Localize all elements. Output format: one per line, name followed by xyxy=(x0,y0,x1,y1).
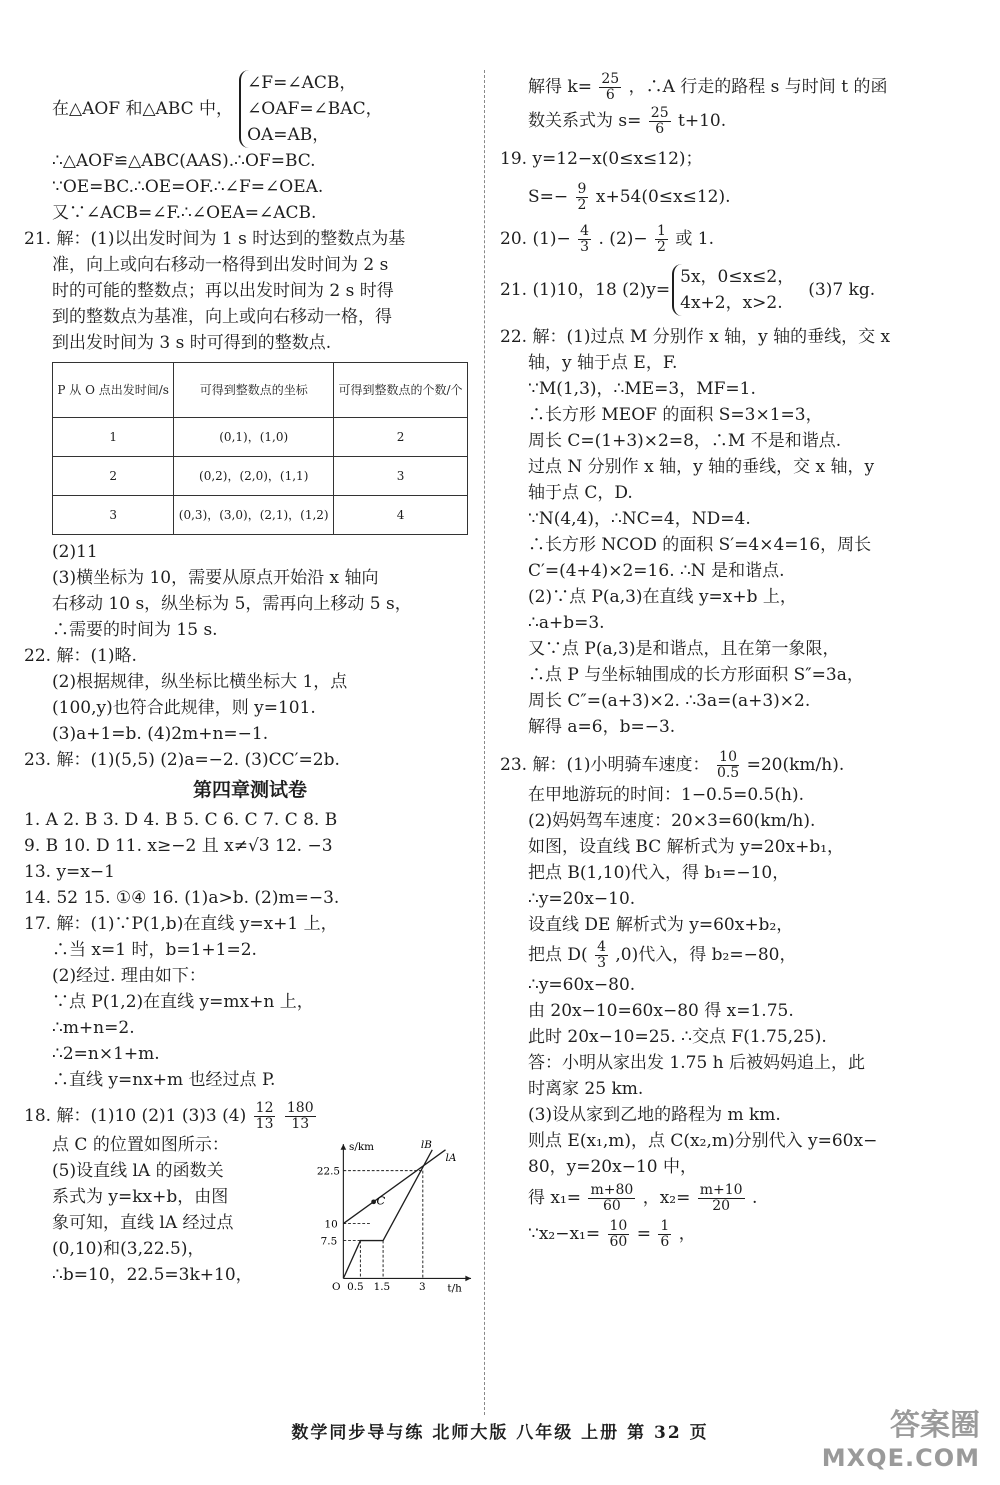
fraction: $\frac{12}{13}$ xyxy=(255,1101,274,1132)
y-tick: 10 xyxy=(324,1218,338,1231)
brace-line: ∠OAF=∠BAC， xyxy=(247,99,383,119)
brace-line: ∠F=∠ACB， xyxy=(247,73,357,93)
line-label: lA xyxy=(445,1152,457,1165)
q17-line: (2)经过. 理由如下： xyxy=(52,966,206,986)
table-cell: 3 xyxy=(53,496,174,535)
fraction: $\frac{25}{6}$ xyxy=(601,71,620,103)
q22-line: 轴，y 轴于点 E，F. xyxy=(528,353,678,373)
answer-line: 1. A 2. B 3. D 4. B 5. C 6. C 7. C 8. B xyxy=(24,810,338,830)
y-tick: 7.5 xyxy=(320,1235,338,1248)
integer-point-table xyxy=(52,362,468,535)
q23-line: (3)设从家到乙地的路程为 m km. xyxy=(528,1105,781,1125)
q21-line: 到的整数点为基准，向上或向右移动一格，得 xyxy=(52,307,392,327)
fraction: $\frac{9}{2}$ xyxy=(577,181,587,213)
q22-line: 周长 C=(1+3)×2=8，∴M 不是和谐点. xyxy=(528,431,842,451)
fraction: $\frac{1}{6}$ xyxy=(660,1218,670,1250)
left-column xyxy=(24,70,476,1300)
q23-line: 答：小明从家出发 1.75 h 后被妈妈追上，此 xyxy=(528,1053,866,1073)
q17-line: ∴m+n=2. xyxy=(52,1018,135,1038)
q22-line: 22. 解：(1)过点 M 分别作 x 轴，y 轴的垂线，交 x xyxy=(500,327,891,347)
x-tick: 3 xyxy=(419,1280,426,1293)
watermark-top: 答案圈 xyxy=(890,1408,980,1443)
fraction: $\frac{4}{3}$ xyxy=(597,939,606,971)
q21-line: ∴需要的时间为 15 s. xyxy=(52,620,218,640)
q21-line: 21. 解：(1)以出发时间为 1 s 时达到的整数点为基 xyxy=(24,229,406,249)
q21-line: 到出发时间为 3 s 时可得到的整数点. xyxy=(52,333,332,353)
q18-figure-row xyxy=(24,1132,476,1300)
q23-line: 由 20x−10=60x−80 得 x=1.75. xyxy=(528,1001,794,1021)
x-axis-label: t/h xyxy=(447,1282,463,1295)
brace-lead-text: 在△AOF 和△ABC 中， xyxy=(52,99,234,119)
q17-line: ∴当 x=1 时，b=1+1=2. xyxy=(52,940,257,960)
q20-line: 20. (1)− $\frac{4}{3}$ . (2)− $\frac{1}{2}$ 或 1. xyxy=(500,223,714,255)
table-header: 可得到整数点的坐标 xyxy=(174,363,334,418)
watermark-bottom: MXQE.COM xyxy=(821,1444,980,1472)
q22-line: ∴点 P 与坐标轴围成的长方形面积 S″=3a， xyxy=(528,665,864,685)
q21-line: 右移动 10 s，纵坐标为 5，需再向上移动 5 s， xyxy=(52,594,412,614)
table-row xyxy=(53,496,468,535)
answer-line: 13. y=x−1 xyxy=(24,862,115,882)
table-cell: 4 xyxy=(334,496,468,535)
q22-line: 解得 a=6，b=−3. xyxy=(528,717,676,737)
q23-line: 在甲地游玩的时间：1−0.5=0.5(h). xyxy=(528,785,804,805)
x-tick: 1.5 xyxy=(373,1280,391,1293)
condition-brace xyxy=(239,70,383,148)
q18-head: 18. 解：(1)10 (2)1 (3)3 (4) xyxy=(24,1106,247,1126)
q22-line: ∵N(4,4)，∴NC=4，ND=4. xyxy=(528,509,751,529)
text-line: 解得 k= $\frac{25}{6}$ ，∴A 行走的路程 s 与时间 t 的函 xyxy=(528,71,888,103)
fraction: $\frac{180}{13}$ xyxy=(286,1101,314,1132)
page-footer: 数学同步导与练 北师大版 八年级 上册 第 32 页 xyxy=(291,1423,709,1443)
right-column xyxy=(500,70,968,1252)
q21-lead: 21. (1)10，18 (2)y= xyxy=(500,280,671,300)
q22-line: ∴长方形 MEOF 的面积 S=3×1=3， xyxy=(528,405,823,425)
fraction: $\frac{10}{0.5}$ xyxy=(716,749,740,781)
column-divider xyxy=(484,70,485,1415)
q23-line: 23. 解：(1)小明骑车速度： $\frac{10}{0.5}$ =20(km/h). xyxy=(500,749,845,781)
table-cell: 3 xyxy=(334,457,468,496)
q22-line: 过点 N 分别作 x 轴，y 轴的垂线，交 x 轴，y xyxy=(528,457,875,477)
q22-line: 周长 C″=(a+3)×2. ∴3a=(a+3)×2. xyxy=(528,691,811,711)
point-c-label: C xyxy=(376,1193,386,1208)
triangle-congruence-block xyxy=(24,70,476,148)
watermark-logo xyxy=(820,1400,980,1480)
q23-line: 则点 E(x₁,m)，点 C(x₂,m)分别代入 y=60x− xyxy=(528,1131,878,1151)
q22-line: 轴于点 C，D. xyxy=(528,483,633,503)
q18-line: (5)设直线 lA 的函数关 xyxy=(52,1161,224,1181)
y-axis-label: s/km xyxy=(349,1140,375,1153)
q23-line: 把点 B(1,10)代入，得 b₁=−10， xyxy=(528,863,790,883)
q21-piecewise xyxy=(500,264,968,316)
text-line: ∵OE=BC.∴OE=OF.∴∠F=∠OEA. xyxy=(52,177,324,197)
y-axis-arrow xyxy=(341,1144,347,1150)
q23-line: ∴y=20x−10. xyxy=(528,889,636,909)
q18-line xyxy=(24,1101,476,1132)
text-line: ∴△AOF≌△ABC(AAS).∴OF=BC. xyxy=(52,151,316,171)
q23-line: 80，y=20x−10 中， xyxy=(528,1157,697,1177)
table-header: 可得到整数点的个数/个 xyxy=(334,363,468,418)
q23-line: 如图，设直线 BC 解析式为 y=20x+b₁， xyxy=(528,837,845,857)
q17-line: ∴2=n×1+m. xyxy=(52,1044,160,1064)
q19-line: S=− $\frac{9}{2}$ x+54(0≤x≤12). xyxy=(528,181,731,213)
y-tick: 22.5 xyxy=(317,1165,341,1178)
piecewise-brace xyxy=(672,264,794,316)
text-line: 数关系式为 s= $\frac{25}{6}$ t+10. xyxy=(528,105,727,137)
text-line: 又∵∠ACB=∠F.∴∠OEA=∠ACB. xyxy=(52,203,317,223)
q21-line: 时的可能的整数点；再以出发时间为 2 s 时得 xyxy=(52,281,394,301)
q18-text xyxy=(24,1132,309,1300)
x-tick: 0.5 xyxy=(347,1280,364,1293)
fraction: $\frac{m+10}{20}$ xyxy=(699,1182,743,1214)
table-cell: 2 xyxy=(53,457,174,496)
brace-line: OA=AB， xyxy=(247,125,330,145)
section-title: 第四章测试卷 xyxy=(192,779,307,801)
q17-line: 17. 解：(1)∵P(1,b)在直线 y=x+1 上， xyxy=(24,914,338,934)
q22-line: ∴a+b=3. xyxy=(528,613,605,633)
table-cell: (0,1)，(1,0) xyxy=(174,418,334,457)
fraction: $\frac{4}{3}$ xyxy=(580,223,590,255)
line-label: lB xyxy=(421,1138,433,1151)
q22-line: ∴长方形 NCOD 的面积 S′=4×4=16，周长 xyxy=(528,535,872,555)
q23-line: 此时 20x−10=25. ∴交点 F(1.75,25). xyxy=(528,1027,827,1047)
table-row xyxy=(53,418,468,457)
answer-line: 14. 52 15. ①④ 16. (1)a>b. (2)m=−3. xyxy=(24,888,340,908)
q22-line: 又∵点 P(a,3)是和谐点，且在第一象限， xyxy=(528,639,840,659)
line-a xyxy=(344,1150,446,1224)
table-row xyxy=(53,457,468,496)
q17-line: ∵点 P(1,2)在直线 y=mx+n 上， xyxy=(52,992,314,1012)
table-cell: (0,2)，(2,0)，(1,1) xyxy=(174,457,334,496)
q23-line: 得 x₁= $\frac{m+80}{60}$ ，x₂= $\frac{m+10}{20}$ . xyxy=(528,1182,758,1214)
q17-line: ∴直线 y=nx+m 也经过点 P. xyxy=(52,1070,276,1090)
fraction: $\frac{m+80}{60}$ xyxy=(590,1182,634,1214)
origin-label: O xyxy=(332,1280,341,1293)
q23-line: (2)妈妈驾车速度：20×3=60(km/h). xyxy=(528,811,816,831)
distance-time-graph xyxy=(315,1132,476,1300)
q23-line: 设直线 DE 解析式为 y=60x+b₂， xyxy=(528,915,794,935)
answer-line: 9. B 10. D 11. x≥−2 且 x≠√3 12. −3 xyxy=(24,836,333,856)
q18-line: 象可知，直线 lA 经过点 xyxy=(52,1213,234,1233)
q22-line: 22. 解：(1)略. xyxy=(24,646,137,666)
fraction: $\frac{25}{6}$ xyxy=(650,105,669,137)
q19-line: 19. y=12−x(0≤x≤12)； xyxy=(500,149,703,169)
q21-tail: (3)7 kg. xyxy=(808,280,876,300)
q18-line: 点 C 的位置如图所示： xyxy=(52,1135,229,1155)
point-c-marker xyxy=(372,1199,377,1204)
q18-line: (0,10)和(3,22.5)， xyxy=(52,1239,205,1259)
fraction: $\frac{10}{60}$ xyxy=(609,1218,628,1250)
q22-line: (100,y)也符合此规律，则 y=101. xyxy=(52,698,316,718)
table-header: P 从 O 点出发时间/s xyxy=(53,363,174,418)
q22-line: (2)∵点 P(a,3)在直线 y=x+b 上， xyxy=(528,587,797,607)
q23-line: ∴y=60x−80. xyxy=(528,975,636,995)
q23-line: 23. 解：(1)(5,5) (2)a=−2. (3)CC′=2b. xyxy=(24,750,340,770)
brace-line: 5x，0≤x≤2， xyxy=(680,267,795,287)
q22-line: C′=(4+4)×2=16. ∴N 是和谐点. xyxy=(528,561,785,581)
table-cell: 2 xyxy=(334,418,468,457)
x-axis-arrow xyxy=(466,1276,472,1282)
q21-line: (3)横坐标为 10，需要从原点开始沿 x 轴向 xyxy=(52,568,379,588)
q21-line: (2)11 xyxy=(52,542,98,562)
table-cell: (0,3)，(3,0)，(2,1)，(1,2) xyxy=(174,496,334,535)
q22-line: (2)根据规律，纵坐标比横坐标大 1，点 xyxy=(52,672,348,692)
q23-line: 把点 D( $\frac{4}{3}$ ,0)代入，得 b₂=−80， xyxy=(528,939,797,971)
q18-line: ∴b=10，22.5=3k+10， xyxy=(52,1265,253,1285)
q23-line: 时离家 25 km. xyxy=(528,1079,644,1099)
table-cell: 1 xyxy=(53,418,174,457)
fraction: $\frac{1}{2}$ xyxy=(657,223,666,255)
q23-line: ∵x₂−x₁= $\frac{10}{60}$ = $\frac{1}{6}$ ， xyxy=(528,1218,696,1250)
q22-line: (3)a+1=b. (4)2m+n=−1. xyxy=(52,724,269,744)
q22-line: ∵M(1,3)，∴ME=3，MF=1. xyxy=(528,379,756,399)
q18-line: 系式为 y=kx+b，由图 xyxy=(52,1187,229,1207)
brace-line: 4x+2，x>2. xyxy=(680,293,783,313)
q21-line: 准，向上或向右移动一格得到出发时间为 2 s xyxy=(52,255,389,275)
